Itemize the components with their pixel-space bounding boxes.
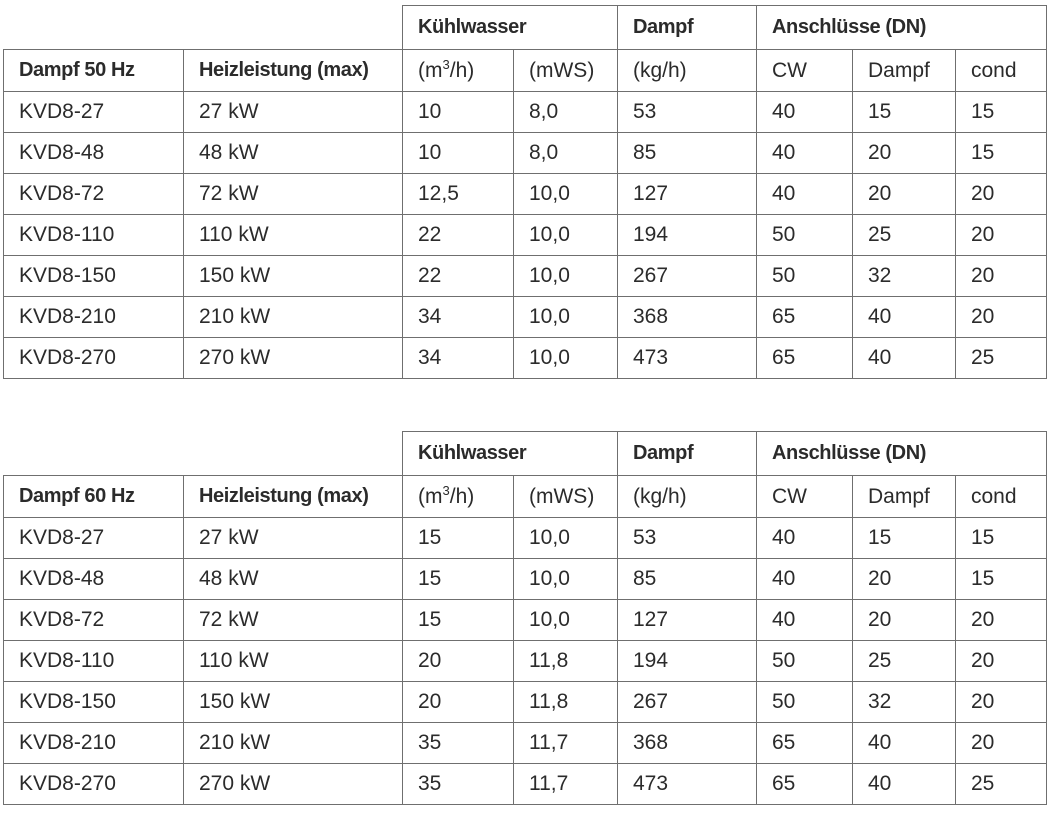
cond-cell: 15 [956, 518, 1047, 559]
model-cell: KVD8-48 [4, 133, 184, 174]
dampf-dn-cell: 40 [853, 338, 956, 379]
table-row [4, 764, 1047, 805]
pressure-cell: 11,7 [514, 723, 618, 764]
dampf-group-header: Dampf [618, 6, 757, 50]
heizleistung-cell: 72 kW [184, 174, 403, 215]
table-row [4, 641, 1047, 682]
heizleistung-cell: 72 kW [184, 600, 403, 641]
model-cell: KVD8-48 [4, 559, 184, 600]
flow-cell: 10 [403, 133, 514, 174]
flow-cell: 10 [403, 92, 514, 133]
model-cell: KVD8-72 [4, 174, 184, 215]
heizleistung-cell: 48 kW [184, 559, 403, 600]
model-cell: KVD8-72 [4, 600, 184, 641]
spec-table-60hz [3, 431, 1047, 805]
cond-cell: 25 [956, 764, 1047, 805]
table-row [4, 174, 1047, 215]
cw-cell: 65 [757, 723, 853, 764]
empty-header-cell [184, 432, 403, 476]
steam-cell: 368 [618, 297, 757, 338]
empty-header-cell [4, 6, 184, 50]
cw-cell: 40 [757, 133, 853, 174]
cw-cell: 50 [757, 215, 853, 256]
cw-cell: 50 [757, 682, 853, 723]
model-cell: KVD8-210 [4, 723, 184, 764]
anschluesse-group-header: Anschlüsse (DN) [757, 6, 1047, 50]
table-row [4, 92, 1047, 133]
model-cell: KVD8-150 [4, 682, 184, 723]
heizleistung-cell: 110 kW [184, 641, 403, 682]
steam-cell: 53 [618, 518, 757, 559]
kuehlwasser-group-header: Kühlwasser [403, 432, 618, 476]
steam-cell: 194 [618, 215, 757, 256]
flow-cell: 22 [403, 215, 514, 256]
steam-cell: 85 [618, 559, 757, 600]
heizleistung-cell: 210 kW [184, 723, 403, 764]
heizleistung-cell: 27 kW [184, 92, 403, 133]
pressure-cell: 10,0 [514, 600, 618, 641]
flow-cell: 15 [403, 600, 514, 641]
cond-cell: 25 [956, 338, 1047, 379]
cond-cell: 20 [956, 682, 1047, 723]
steam-unit-header: (kg/h) [618, 50, 757, 92]
pressure-cell: 11,8 [514, 682, 618, 723]
pressure-cell: 10,0 [514, 215, 618, 256]
pressure-cell: 10,0 [514, 297, 618, 338]
heizleistung-cell: 27 kW [184, 518, 403, 559]
cw-cell: 50 [757, 256, 853, 297]
dampf-dn-cell: 40 [853, 764, 956, 805]
flow-cell: 34 [403, 338, 514, 379]
dampf-dn-cell: 25 [853, 641, 956, 682]
cond-cell: 20 [956, 641, 1047, 682]
steam-cell: 53 [618, 92, 757, 133]
model-cell: KVD8-27 [4, 92, 184, 133]
cond-cell: 20 [956, 297, 1047, 338]
flow-cell: 20 [403, 641, 514, 682]
cond-cell: 20 [956, 215, 1047, 256]
kuehlwasser-group-header: Kühlwasser [403, 6, 618, 50]
table-row [4, 338, 1047, 379]
steam-cell: 368 [618, 723, 757, 764]
cw-cell: 40 [757, 518, 853, 559]
dampf-dn-cell: 32 [853, 682, 956, 723]
table-row [4, 559, 1047, 600]
table-row [4, 518, 1047, 559]
model-cell: KVD8-270 [4, 338, 184, 379]
table-title: Dampf 60 Hz [4, 476, 184, 518]
group-header-row [4, 6, 1047, 50]
heizleistung-cell: 210 kW [184, 297, 403, 338]
cw-cell: 65 [757, 764, 853, 805]
heizleistung-cell: 270 kW [184, 764, 403, 805]
cond-cell: 15 [956, 133, 1047, 174]
flow-cell: 22 [403, 256, 514, 297]
pressure-cell: 10,0 [514, 174, 618, 215]
table-row [4, 133, 1047, 174]
pressure-cell: 10,0 [514, 518, 618, 559]
cw-cell: 40 [757, 92, 853, 133]
table-row [4, 297, 1047, 338]
dampf-dn-header: Dampf [853, 50, 956, 92]
cw-cell: 40 [757, 600, 853, 641]
cw-cell: 65 [757, 338, 853, 379]
heizleistung-cell: 48 kW [184, 133, 403, 174]
dampf-dn-cell: 15 [853, 92, 956, 133]
model-cell: KVD8-110 [4, 641, 184, 682]
heizleistung-header: Heizleistung (max) [184, 50, 403, 92]
cw-header: CW [757, 50, 853, 92]
cw-cell: 40 [757, 174, 853, 215]
model-cell: KVD8-150 [4, 256, 184, 297]
pressure-cell: 8,0 [514, 92, 618, 133]
dampf-dn-cell: 40 [853, 297, 956, 338]
table-row [4, 723, 1047, 764]
cw-cell: 65 [757, 297, 853, 338]
cond-cell: 20 [956, 256, 1047, 297]
flow-cell: 35 [403, 764, 514, 805]
flow-unit-header: $(m^3/h)$ [403, 50, 514, 92]
unit-header-row [4, 476, 1047, 518]
model-cell: KVD8-110 [4, 215, 184, 256]
dampf-group-header: Dampf [618, 432, 757, 476]
heizleistung-cell: 270 kW [184, 338, 403, 379]
pressure-cell: 11,7 [514, 764, 618, 805]
cw-header: CW [757, 476, 853, 518]
empty-header-cell [4, 432, 184, 476]
steam-cell: 127 [618, 600, 757, 641]
heizleistung-cell: 150 kW [184, 682, 403, 723]
flow-cell: 12,5 [403, 174, 514, 215]
cond-cell: 20 [956, 174, 1047, 215]
cond-header: cond [956, 476, 1047, 518]
cond-cell: 20 [956, 723, 1047, 764]
dampf-dn-cell: 20 [853, 133, 956, 174]
steam-cell: 127 [618, 174, 757, 215]
pressure-unit-header: (mWS) [514, 476, 618, 518]
cond-header: cond [956, 50, 1047, 92]
steam-cell: 473 [618, 338, 757, 379]
cw-cell: 40 [757, 559, 853, 600]
dampf-dn-cell: 15 [853, 518, 956, 559]
unit-header-row [4, 50, 1047, 92]
model-cell: KVD8-210 [4, 297, 184, 338]
dampf-dn-cell: 25 [853, 215, 956, 256]
steam-cell: 267 [618, 256, 757, 297]
cond-cell: 15 [956, 559, 1047, 600]
dampf-dn-cell: 20 [853, 559, 956, 600]
pressure-cell: 8,0 [514, 133, 618, 174]
table-title: Dampf 50 Hz [4, 50, 184, 92]
dampf-dn-cell: 20 [853, 600, 956, 641]
table-row [4, 256, 1047, 297]
pressure-cell: 11,8 [514, 641, 618, 682]
flow-cell: 20 [403, 682, 514, 723]
table-row [4, 600, 1047, 641]
cw-cell: 50 [757, 641, 853, 682]
spec-table-50hz [3, 5, 1047, 379]
dampf-dn-cell: 32 [853, 256, 956, 297]
table-row [4, 682, 1047, 723]
table-row [4, 215, 1047, 256]
model-cell: KVD8-270 [4, 764, 184, 805]
steam-cell: 194 [618, 641, 757, 682]
pressure-unit-header: (mWS) [514, 50, 618, 92]
model-cell: KVD8-27 [4, 518, 184, 559]
steam-cell: 85 [618, 133, 757, 174]
cond-cell: 20 [956, 600, 1047, 641]
flow-cell: 35 [403, 723, 514, 764]
heizleistung-header: Heizleistung (max) [184, 476, 403, 518]
heizleistung-cell: 150 kW [184, 256, 403, 297]
flow-cell: 15 [403, 518, 514, 559]
flow-cell: 34 [403, 297, 514, 338]
anschluesse-group-header: Anschlüsse (DN) [757, 432, 1047, 476]
flow-cell: 15 [403, 559, 514, 600]
flow-unit-header: $(m^3/h)$ [403, 476, 514, 518]
dampf-dn-cell: 20 [853, 174, 956, 215]
steam-cell: 473 [618, 764, 757, 805]
empty-header-cell [184, 6, 403, 50]
dampf-dn-header: Dampf [853, 476, 956, 518]
pressure-cell: 10,0 [514, 256, 618, 297]
cond-cell: 15 [956, 92, 1047, 133]
pressure-cell: 10,0 [514, 559, 618, 600]
dampf-dn-cell: 40 [853, 723, 956, 764]
steam-unit-header: (kg/h) [618, 476, 757, 518]
pressure-cell: 10,0 [514, 338, 618, 379]
steam-cell: 267 [618, 682, 757, 723]
heizleistung-cell: 110 kW [184, 215, 403, 256]
group-header-row [4, 432, 1047, 476]
